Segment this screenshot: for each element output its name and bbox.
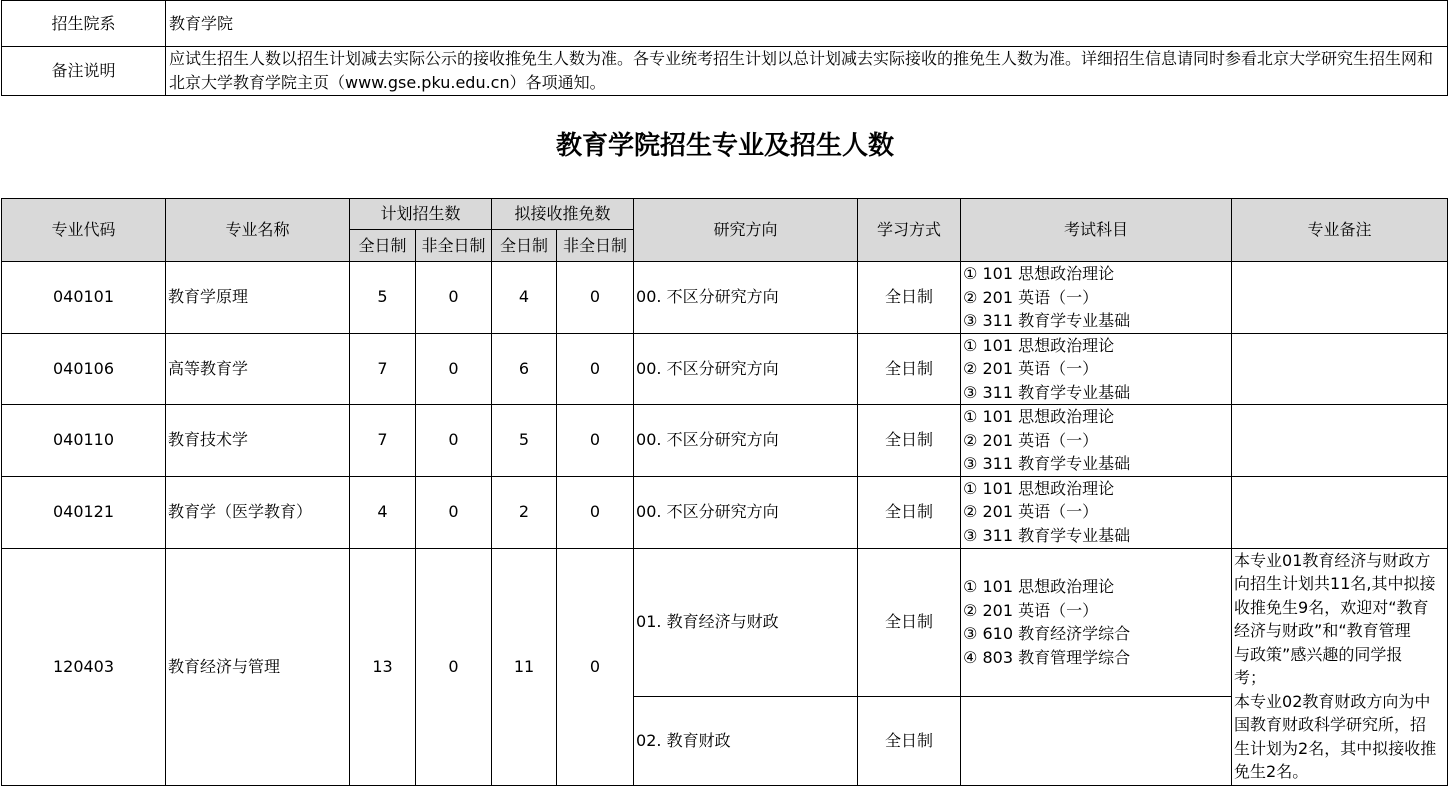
subject-item: ① 101 思想政治理论 xyxy=(963,577,1115,596)
dept-value: 教育学院 xyxy=(166,1,1448,47)
exam-subjects xyxy=(961,333,1232,405)
major-remarks xyxy=(1232,405,1448,477)
plan-full: 7 xyxy=(350,405,416,477)
major-remarks xyxy=(1232,548,1448,785)
remark-line: 免生2名。 xyxy=(1234,762,1309,781)
header-plan: 计划招生数 xyxy=(350,199,492,230)
note-value: 应试生招生人数以招生计划减去实际公示的接收推免生人数为准。各专业统考招生计划以总计划减去实际接收的推免生人数为准。详细招生信息请同时参看北京大学研究生招生网和北京大学教育学院主页（www.gse.pku.edu.cn）各项通知。 xyxy=(166,47,1448,96)
plan-part: 0 xyxy=(416,548,492,785)
major-code: 040106 xyxy=(2,333,166,405)
page-title: 教育学院招生专业及招生人数 xyxy=(555,131,894,161)
plan-part: 0 xyxy=(416,405,492,477)
rec-full: 5 xyxy=(492,405,557,477)
header-subjects: 考试科目 xyxy=(961,199,1232,262)
major-remarks xyxy=(1232,476,1448,548)
research-direction: 00. 不区分研究方向 xyxy=(634,262,858,334)
study-mode: 全日制 xyxy=(858,262,961,334)
major-name: 教育学原理 xyxy=(166,262,350,334)
plan-full: 7 xyxy=(350,333,416,405)
rec-full: 6 xyxy=(492,333,557,405)
subject-item: ② 201 英语（一） xyxy=(963,287,1099,307)
header-recommend: 拟接收推免数 xyxy=(492,199,634,230)
remark-line: 本专业02教育财政方向为中 xyxy=(1234,691,1431,711)
header-direction: 研究方向 xyxy=(634,199,858,262)
subject-item: ① 101 思想政治理论 xyxy=(963,335,1115,355)
subject-item: ④ 803 教育管理学综合 xyxy=(963,647,1131,667)
major-name: 教育学（医学教育） xyxy=(166,476,350,548)
rec-full: 2 xyxy=(492,476,557,548)
major-name: 教育经济与管理 xyxy=(166,548,350,785)
remark-line: 国教育财政科学研究所，招 xyxy=(1234,715,1427,734)
major-code: 040110 xyxy=(2,405,166,477)
remark-line: 收推免生9名，欢迎对“教育 xyxy=(1234,597,1429,617)
rec-part: 0 xyxy=(557,405,634,477)
header-rec-part: 非全日制 xyxy=(557,230,634,262)
subject-item: ② 201 英语（一） xyxy=(963,359,1099,378)
remark-line: 考； xyxy=(1234,668,1267,687)
plan-full: 4 xyxy=(350,476,416,548)
plan-full: 5 xyxy=(350,262,416,334)
subject-item: ③ 311 教育学专业基础 xyxy=(963,382,1131,402)
dept-label: 招生院系 xyxy=(2,1,166,47)
rec-full: 4 xyxy=(492,262,557,334)
info-table xyxy=(1,0,1448,96)
major-code: 040101 xyxy=(2,262,166,334)
exam-subjects xyxy=(961,476,1232,548)
rec-part: 0 xyxy=(557,333,634,405)
study-mode: 全日制 xyxy=(858,476,961,548)
note-row xyxy=(2,47,1448,96)
note-label: 备注说明 xyxy=(2,47,166,96)
header-plan-full: 全日制 xyxy=(350,230,416,262)
header-code: 专业代码 xyxy=(2,199,166,262)
table-row xyxy=(2,333,1448,405)
subject-item: ③ 610 教育经济学综合 xyxy=(963,624,1131,643)
table-row xyxy=(2,262,1448,334)
header-remarks: 专业备注 xyxy=(1232,199,1448,262)
subject-item: ① 101 思想政治理论 xyxy=(963,264,1115,283)
exam-subjects xyxy=(961,548,1232,696)
research-direction: 01. 教育经济与财政 xyxy=(634,548,858,696)
study-mode: 全日制 xyxy=(858,333,961,405)
header-row-1 xyxy=(2,199,1448,230)
major-code: 120403 xyxy=(2,548,166,785)
table-row xyxy=(2,548,1448,696)
subject-item: ② 201 英语（一） xyxy=(963,430,1099,450)
majors-table xyxy=(1,198,1448,786)
rec-full: 11 xyxy=(492,548,557,785)
table-row xyxy=(2,476,1448,548)
major-name: 教育技术学 xyxy=(166,405,350,477)
exam-subjects xyxy=(961,696,1232,785)
plan-part: 0 xyxy=(416,262,492,334)
plan-full: 13 xyxy=(350,548,416,785)
remark-line: 向招生计划共11名,其中拟接 xyxy=(1234,574,1436,593)
major-name: 高等教育学 xyxy=(166,333,350,405)
exam-subjects xyxy=(961,262,1232,334)
study-mode: 全日制 xyxy=(858,696,961,785)
subject-item: ① 101 思想政治理论 xyxy=(963,478,1115,498)
subject-item: ① 101 思想政治理论 xyxy=(963,407,1115,426)
remark-line: 与政策”感兴趣的同学报 xyxy=(1234,644,1403,664)
header-plan-part: 非全日制 xyxy=(416,230,492,262)
subject-item: ② 201 英语（一） xyxy=(963,502,1099,522)
subject-item: ② 201 英语（一） xyxy=(963,600,1099,620)
exam-subjects xyxy=(961,405,1232,477)
dept-row xyxy=(2,1,1448,47)
remark-line: 生计划为2名，其中拟接收推 xyxy=(1234,738,1437,758)
subject-item: ③ 311 教育学专业基础 xyxy=(963,525,1131,545)
rec-part: 0 xyxy=(557,548,634,785)
remark-line: 本专业01教育经济与财政方 xyxy=(1234,550,1431,570)
research-direction: 00. 不区分研究方向 xyxy=(634,476,858,548)
major-remarks xyxy=(1232,262,1448,334)
subject-item: ③ 311 教育学专业基础 xyxy=(963,311,1131,330)
research-direction: 02. 教育财政 xyxy=(634,696,858,785)
plan-part: 0 xyxy=(416,476,492,548)
table-row xyxy=(2,405,1448,477)
study-mode: 全日制 xyxy=(858,405,961,477)
remark-line: 经济与财政”和“教育管理 xyxy=(1234,621,1411,640)
rec-part: 0 xyxy=(557,476,634,548)
subject-item: ③ 311 教育学专业基础 xyxy=(963,454,1131,473)
header-name: 专业名称 xyxy=(166,199,350,262)
header-mode: 学习方式 xyxy=(858,199,961,262)
header-rec-full: 全日制 xyxy=(492,230,557,262)
major-code: 040121 xyxy=(2,476,166,548)
rec-part: 0 xyxy=(557,262,634,334)
research-direction: 00. 不区分研究方向 xyxy=(634,405,858,477)
plan-part: 0 xyxy=(416,333,492,405)
major-remarks xyxy=(1232,333,1448,405)
study-mode: 全日制 xyxy=(858,548,961,696)
research-direction: 00. 不区分研究方向 xyxy=(634,333,858,405)
